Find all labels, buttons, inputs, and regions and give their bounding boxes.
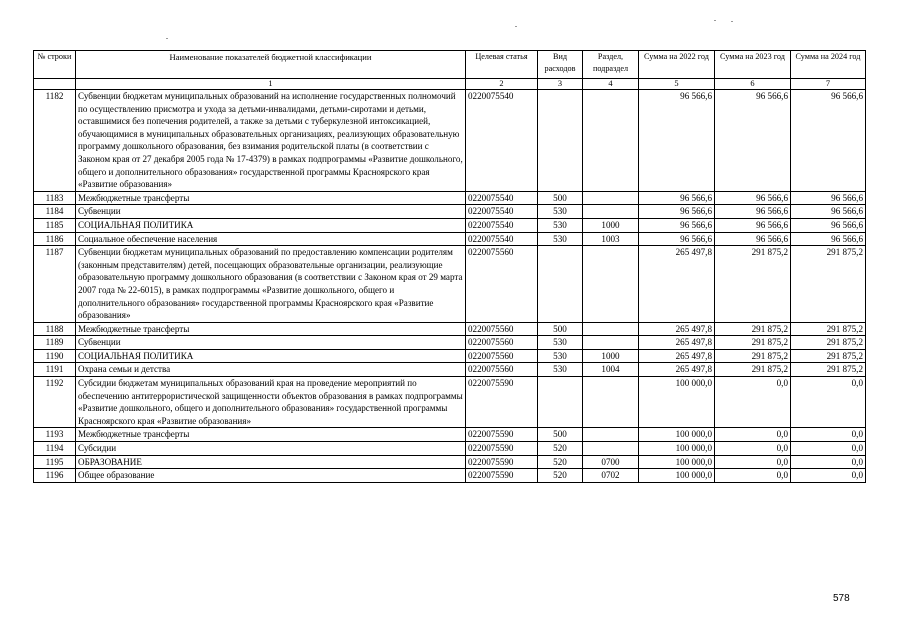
target-article-cell: 0220075590	[466, 442, 538, 456]
row-number-cell: 1195	[34, 455, 76, 469]
indicator-name-cell: Межбюджетные трансферты	[76, 428, 466, 442]
sum-2023-cell: 96 566,6	[715, 90, 791, 192]
header-target: Целевая статья	[466, 51, 538, 79]
header-type: Вид расходов	[538, 51, 583, 79]
expense-type-cell	[538, 90, 583, 192]
sum-2024-cell: 0,0	[791, 377, 866, 428]
indicator-name-cell: Субвенции бюджетам муниципальных образований на исполнение государственных полномочий по осуществлению присмотра и ухода за детьми-инвалидами, детьми-сиротами и детьми, оставшимися без попечения родителей, а также за детьми с туберкулезной интоксикацией, обучающимися в муниципальных образовательных организациях, реализующих образовательную программу дошкольного образования, без взимания родительской платы (в соответствии с Законом края от 27 декабря 2005 года № 17-4379) в рамках подпрограммы «Развитие дошкольного, общего и дополнительного образования» государственной программы Красноярского края «Развитие образования»	[76, 90, 466, 192]
indicator-name-cell: Межбюджетные трансферты	[76, 191, 466, 205]
indicator-name-cell: ОБРАЗОВАНИЕ	[76, 455, 466, 469]
indicator-name-cell: Социальное обеспечение населения	[76, 232, 466, 246]
table-row	[34, 90, 866, 192]
target-article-cell: 0220075590	[466, 455, 538, 469]
column-number: 1	[76, 79, 466, 90]
expense-type-cell	[538, 246, 583, 323]
table-row	[34, 442, 866, 456]
section-cell	[583, 336, 639, 350]
sum-2024-cell: 0,0	[791, 455, 866, 469]
section-cell	[583, 205, 639, 219]
table-row	[34, 191, 866, 205]
header-sum-2024: Сумма на 2024 год	[791, 51, 866, 79]
row-number-cell: 1182	[34, 90, 76, 192]
row-number-cell: 1193	[34, 428, 76, 442]
indicator-name-cell: Субвенции бюджетам муниципальных образований по предоставлению компенсации родителям (законным представителям) детей, посещающих образовательные организации, реализующие образовательную программу дошкольного образования (в соответствии с Законом края от 29 марта 2007 года № 22-6015), в рамках подпрограммы «Развитие дошкольного, общего и дополнительного образования» государственной программы Красноярского края «Развитие образования»	[76, 246, 466, 323]
row-number-cell: 1185	[34, 218, 76, 232]
row-number-cell: 1194	[34, 442, 76, 456]
table-row	[34, 363, 866, 377]
row-number-cell: 1196	[34, 469, 76, 483]
sum-2024-cell: 0,0	[791, 442, 866, 456]
table-row	[34, 455, 866, 469]
target-article-cell: 0220075540	[466, 232, 538, 246]
table-row	[34, 322, 866, 336]
sum-2024-cell: 291 875,2	[791, 336, 866, 350]
section-cell: 0700	[583, 455, 639, 469]
indicator-name-cell: Субвенции	[76, 205, 466, 219]
sum-2024-cell: 291 875,2	[791, 349, 866, 363]
indicator-name-cell: Субвенции	[76, 336, 466, 350]
sum-2024-cell: 96 566,6	[791, 218, 866, 232]
indicator-name-cell: Межбюджетные трансферты	[76, 322, 466, 336]
column-number: 7	[791, 79, 866, 90]
table-body	[34, 90, 866, 483]
sum-2023-cell: 96 566,6	[715, 232, 791, 246]
sum-2022-cell: 96 566,6	[639, 191, 715, 205]
section-cell: 0702	[583, 469, 639, 483]
section-cell: 1000	[583, 349, 639, 363]
section-cell	[583, 377, 639, 428]
sum-2022-cell: 100 000,0	[639, 428, 715, 442]
expense-type-cell: 530	[538, 232, 583, 246]
row-number-cell: 1188	[34, 322, 76, 336]
sum-2022-cell: 96 566,6	[639, 232, 715, 246]
indicator-name-cell: Охрана семьи и детства	[76, 363, 466, 377]
column-number: 3	[538, 79, 583, 90]
target-article-cell: 0220075540	[466, 205, 538, 219]
indicator-name-cell: СОЦИАЛЬНАЯ ПОЛИТИКА	[76, 218, 466, 232]
indicator-name-cell: Субсидии	[76, 442, 466, 456]
table-row	[34, 218, 866, 232]
sum-2023-cell: 96 566,6	[715, 191, 791, 205]
row-number-cell: 1189	[34, 336, 76, 350]
section-cell: 1000	[583, 218, 639, 232]
sum-2022-cell: 96 566,6	[639, 205, 715, 219]
table-row	[34, 377, 866, 428]
column-number: 6	[715, 79, 791, 90]
column-number: 5	[639, 79, 715, 90]
target-article-cell: 0220075560	[466, 322, 538, 336]
sum-2022-cell: 96 566,6	[639, 90, 715, 192]
table-row	[34, 232, 866, 246]
sum-2024-cell: 96 566,6	[791, 90, 866, 192]
expense-type-cell: 530	[538, 205, 583, 219]
sum-2023-cell: 291 875,2	[715, 322, 791, 336]
target-article-cell: 0220075540	[466, 191, 538, 205]
expense-type-cell: 530	[538, 363, 583, 377]
section-cell	[583, 322, 639, 336]
target-article-cell: 0220075560	[466, 363, 538, 377]
header-sum-2022: Сумма на 2022 год	[639, 51, 715, 79]
sum-2022-cell: 265 497,8	[639, 246, 715, 323]
sum-2023-cell: 0,0	[715, 377, 791, 428]
expense-type-cell: 500	[538, 322, 583, 336]
table-row	[34, 349, 866, 363]
column-number: 2	[466, 79, 538, 90]
expense-type-cell: 500	[538, 191, 583, 205]
sum-2024-cell: 96 566,6	[791, 191, 866, 205]
table-row	[34, 205, 866, 219]
sum-2022-cell: 265 497,8	[639, 322, 715, 336]
indicator-name-cell: Общее образование	[76, 469, 466, 483]
sum-2024-cell: 0,0	[791, 469, 866, 483]
row-number-cell: 1184	[34, 205, 76, 219]
row-number-cell: 1183	[34, 191, 76, 205]
section-cell: 1003	[583, 232, 639, 246]
sum-2023-cell: 0,0	[715, 469, 791, 483]
sum-2024-cell: 96 566,6	[791, 232, 866, 246]
sum-2024-cell: 291 875,2	[791, 322, 866, 336]
sum-2023-cell: 291 875,2	[715, 336, 791, 350]
sum-2024-cell: 96 566,6	[791, 205, 866, 219]
sum-2022-cell: 265 497,8	[639, 336, 715, 350]
sum-2022-cell: 100 000,0	[639, 442, 715, 456]
table-row	[34, 336, 866, 350]
expense-type-cell: 520	[538, 442, 583, 456]
sum-2023-cell: 0,0	[715, 442, 791, 456]
expense-type-cell: 520	[538, 455, 583, 469]
target-article-cell: 0220075590	[466, 469, 538, 483]
sum-2023-cell: 96 566,6	[715, 205, 791, 219]
row-number-cell: 1187	[34, 246, 76, 323]
sum-2023-cell: 96 566,6	[715, 218, 791, 232]
target-article-cell: 0220075560	[466, 246, 538, 323]
section-cell	[583, 191, 639, 205]
header-name: Наименование показателей бюджетной классификации	[76, 51, 466, 79]
column-number	[34, 79, 76, 90]
section-cell	[583, 428, 639, 442]
target-article-cell: 0220075590	[466, 377, 538, 428]
sum-2022-cell: 100 000,0	[639, 469, 715, 483]
header-row-no: № строки	[34, 51, 76, 79]
column-number: 4	[583, 79, 639, 90]
expense-type-cell: 520	[538, 469, 583, 483]
header-sum-2023: Сумма на 2023 год	[715, 51, 791, 79]
sum-2023-cell: 291 875,2	[715, 246, 791, 323]
target-article-cell: 0220075560	[466, 336, 538, 350]
table-row	[34, 246, 866, 323]
sum-2023-cell: 291 875,2	[715, 349, 791, 363]
page-number: 578	[833, 593, 850, 604]
sum-2022-cell: 265 497,8	[639, 363, 715, 377]
expense-type-cell: 530	[538, 218, 583, 232]
sum-2022-cell: 96 566,6	[639, 218, 715, 232]
sum-2024-cell: 0,0	[791, 428, 866, 442]
target-article-cell: 0220075560	[466, 349, 538, 363]
expense-type-cell: 500	[538, 428, 583, 442]
row-number-cell: 1186	[34, 232, 76, 246]
section-cell	[583, 90, 639, 192]
row-number-cell: 1191	[34, 363, 76, 377]
table-row	[34, 469, 866, 483]
section-cell	[583, 246, 639, 323]
header-section: Раздел, подраздел	[583, 51, 639, 79]
expense-type-cell: 530	[538, 349, 583, 363]
section-cell	[583, 442, 639, 456]
table-row	[34, 428, 866, 442]
sum-2022-cell: 265 497,8	[639, 349, 715, 363]
row-number-cell: 1192	[34, 377, 76, 428]
sum-2024-cell: 291 875,2	[791, 246, 866, 323]
indicator-name-cell: СОЦИАЛЬНАЯ ПОЛИТИКА	[76, 349, 466, 363]
sum-2023-cell: 0,0	[715, 455, 791, 469]
expense-type-cell: 530	[538, 336, 583, 350]
expense-type-cell	[538, 377, 583, 428]
sum-2024-cell: 291 875,2	[791, 363, 866, 377]
target-article-cell: 0220075590	[466, 428, 538, 442]
sum-2022-cell: 100 000,0	[639, 455, 715, 469]
sum-2023-cell: 0,0	[715, 428, 791, 442]
sum-2023-cell: 291 875,2	[715, 363, 791, 377]
sum-2022-cell: 100 000,0	[639, 377, 715, 428]
column-number-row	[34, 79, 866, 90]
target-article-cell: 0220075540	[466, 90, 538, 192]
budget-table	[33, 50, 866, 483]
target-article-cell: 0220075540	[466, 218, 538, 232]
header-row	[34, 51, 866, 79]
section-cell: 1004	[583, 363, 639, 377]
row-number-cell: 1190	[34, 349, 76, 363]
indicator-name-cell: Субсидии бюджетам муниципальных образований края на проведение мероприятий по обеспечению антитеррористической защищенности объектов образования в рамках подпрограммы «Развитие дошкольного, общего и дополнительного образования» государственной программы Красноярского края «Развитие образования»	[76, 377, 466, 428]
